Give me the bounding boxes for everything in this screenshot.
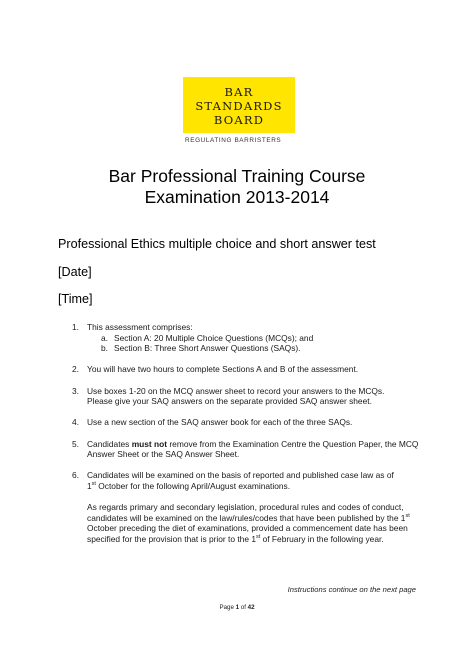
- item-text-line-1: Candidates will be examined on the basis of reported and published case law as of: [87, 470, 394, 481]
- date-placeholder: [Date]: [58, 265, 92, 279]
- text-after: remove from the Examination Centre the Question Paper, the MCQ Answer Sheet or the SAQ Answer Sheet.: [87, 438, 419, 460]
- text-bold-must-not: must not: [131, 438, 168, 449]
- title-line-1: Bar Professional Training Course: [108, 166, 366, 186]
- instruction-item-1: [72, 322, 427, 354]
- page-prefix: Page: [219, 604, 236, 611]
- item-text: [87, 439, 427, 460]
- text-before: Candidates: [87, 438, 132, 449]
- instructions-list: [72, 322, 427, 555]
- para-part-2: October preceding the diet of examinations, provided a commencement date has been specified for the provision that is prior to the 1: [87, 523, 408, 544]
- logo-tagline: REGULATING BARRISTERS: [185, 137, 282, 144]
- ordinal-suffix-1: st: [405, 512, 410, 519]
- sub-item-b: [101, 343, 427, 354]
- page-footer: [0, 604, 474, 611]
- logo-line-1: BAR: [224, 85, 254, 99]
- continue-note: Instructions continue on the next page: [287, 585, 416, 594]
- time-placeholder: [Time]: [58, 292, 93, 306]
- item-text: Use a new section of the SAQ answer book for each of the three SAQs.: [87, 417, 353, 428]
- item-number: 3.: [72, 385, 79, 396]
- item-text-line-2: [87, 481, 427, 492]
- sub-letter: a.: [101, 332, 108, 343]
- text-after: October for the following April/August examinations.: [95, 480, 291, 491]
- para-part-1: As regards primary and secondary legislation, procedural rules and codes of conduct, candidates will be examined on the law/rules/codes that have been published by the 1: [87, 502, 406, 523]
- ordinal-suffix-2: st: [256, 534, 261, 541]
- title-line-2: Examination 2013-2014: [144, 187, 330, 207]
- item-text-line-1: Use boxes 1-20 on the MCQ answer sheet to record your answers to the MCQs.: [87, 385, 385, 396]
- instruction-item-6: [72, 470, 427, 544]
- instruction-item-3: [72, 386, 427, 407]
- sub-text: Section A: 20 Multiple Choice Questions (MCQs); and: [114, 332, 314, 343]
- test-subtitle: Professional Ethics multiple choice and short answer test: [58, 237, 376, 251]
- instruction-item-4: [72, 417, 427, 428]
- item-number: 6.: [72, 470, 79, 481]
- item-number: 5.: [72, 438, 79, 449]
- item-number: 1.: [72, 322, 79, 332]
- ordinal-suffix: st: [91, 481, 96, 488]
- document-title: [0, 166, 474, 208]
- page-middle: of: [239, 604, 248, 611]
- logo-yellow-box: [183, 77, 295, 133]
- item-number: 2.: [72, 364, 79, 375]
- sub-item-a: [101, 333, 427, 344]
- bar-standards-board-logo: [183, 77, 295, 144]
- sub-letter: b.: [101, 343, 108, 354]
- item-text-line-2: Please give your SAQ answers on the separate provided SAQ answer sheet.: [87, 396, 372, 407]
- legislation-paragraph: [87, 502, 427, 544]
- logo-line-2: STANDARDS: [195, 99, 283, 113]
- item-text: You will have two hours to complete Sections A and B of the assessment.: [87, 364, 359, 375]
- current-page: 1: [235, 604, 240, 611]
- item-number: 4.: [72, 417, 79, 428]
- para-part-3: of February in the following year.: [260, 533, 384, 544]
- instruction-item-2: [72, 364, 427, 375]
- logo-line-3: BOARD: [213, 113, 265, 127]
- day-number: 1: [87, 480, 92, 491]
- instruction-item-5: [72, 439, 427, 460]
- item-text: This assessment comprises:: [87, 322, 193, 332]
- sub-items: [87, 333, 427, 354]
- sub-text: Section B: Three Short Answer Questions (SAQs).: [114, 343, 301, 354]
- total-pages: 42: [247, 604, 255, 611]
